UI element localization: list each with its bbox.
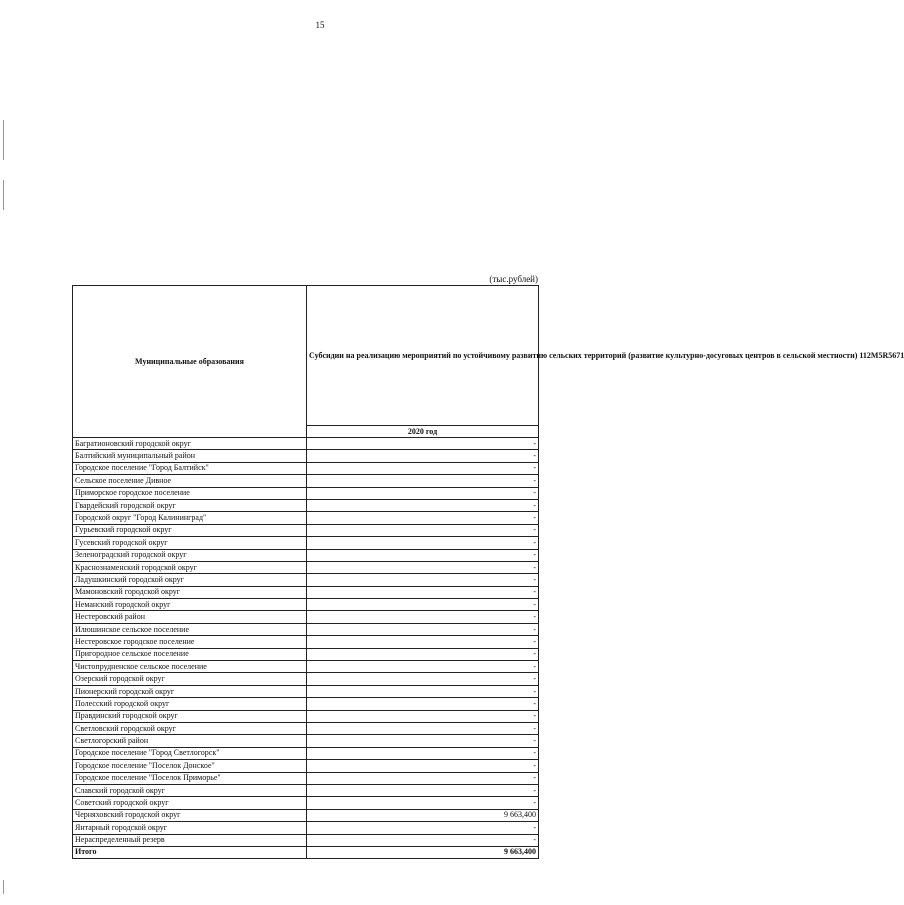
municipality-name: Зеленоградский городской округ [73,549,307,561]
subsidy-value: - [307,450,539,462]
subsidy-value: - [307,487,539,499]
municipality-name: Светловский городской округ [73,722,307,734]
table-row [73,599,539,611]
municipality-name: Городской округ "Город Калининград" [73,512,307,524]
municipality-name: Пионерский городской округ [73,685,307,697]
table-row [73,698,539,710]
table-row [73,747,539,759]
subsidy-value: - [307,524,539,536]
municipality-name: Городское поселение "Поселок Приморье" [73,772,307,784]
subsidy-value: - [307,760,539,772]
scan-edge-mark [3,120,4,160]
table-row [73,710,539,722]
municipality-name: Краснознаменский городской округ [73,561,307,573]
table-row [73,673,539,685]
subsidy-value: - [307,561,539,573]
municipality-name: Нестеровский район [73,611,307,623]
table-row [73,537,539,549]
subsidy-value: - [307,673,539,685]
table-row [73,611,539,623]
subsidy-value: - [307,661,539,673]
subsidy-value: - [307,722,539,734]
table-row [73,574,539,586]
municipality-name: Илюшинское сельское поселение [73,623,307,635]
municipality-name: Озерский городской округ [73,673,307,685]
table-row [73,648,539,660]
municipality-name: Городское поселение "Город Светлогорск" [73,747,307,759]
subsidy-value: 9 663,400 [307,809,539,821]
municipality-name: Гвардейский городской округ [73,499,307,511]
table-row [73,797,539,809]
subsidy-value: - [307,438,539,450]
municipality-name: Нестеровское городское поселение [73,636,307,648]
table-row [73,549,539,561]
total-row [73,846,539,858]
table-row [73,499,539,511]
subsidy-value: - [307,475,539,487]
municipality-name: Мамоновский городской округ [73,586,307,598]
subsidy-value: - [307,710,539,722]
subsidy-value: - [307,772,539,784]
subsidy-value: - [307,574,539,586]
municipality-name: Неманский городской округ [73,599,307,611]
municipality-name: Ладушкинский городской округ [73,574,307,586]
municipality-name: Городское поселение "Поселок Донское" [73,760,307,772]
subsidy-value: - [307,499,539,511]
subsidy-value: - [307,834,539,846]
table-row [73,462,539,474]
table-row [73,722,539,734]
municipality-name: Советский городской округ [73,797,307,809]
municipality-name: Пригородное сельское поселение [73,648,307,660]
header-subsidy: Субсидии на реализацию мероприятий по устойчивому развитию сельских территорий (развитие культурно-досуговых центров в сельской местности) 112M5R5671 [307,286,539,426]
subsidy-value: - [307,623,539,635]
subsidy-value: - [307,735,539,747]
subsidy-value: - [307,586,539,598]
subsidy-table [72,285,904,859]
table-row [73,636,539,648]
scan-edge-mark [3,880,4,894]
municipality-name: Гурьевский городской округ [73,524,307,536]
table-row [73,834,539,846]
table-row [73,487,539,499]
municipality-name: Правдинский городской округ [73,710,307,722]
subsidy-value: - [307,611,539,623]
subsidy-value: - [307,462,539,474]
table-row [73,561,539,573]
header-municipality: Муниципальные образования [73,286,307,438]
municipality-name: Нераспределенный резерв [73,834,307,846]
municipality-name: Чистопрудненское сельское поселение [73,661,307,673]
subsidy-value: - [307,537,539,549]
subsidy-value: - [307,599,539,611]
municipality-name: Светлогорский район [73,735,307,747]
total-value: 9 663,400 [307,846,539,858]
subsidy-value: - [307,685,539,697]
subsidy-value: - [307,784,539,796]
table-row [73,809,539,821]
units-note: (тыс.рублей) [489,274,538,284]
subsidy-value: - [307,549,539,561]
table-row [73,623,539,635]
subsidy-value: - [307,797,539,809]
municipality-name: Гусевский городской округ [73,537,307,549]
table-row [73,512,539,524]
municipality-name: Черняховский городской округ [73,809,307,821]
subsidy-value: - [307,512,539,524]
subsidy-value: - [307,636,539,648]
subsidy-value: - [307,747,539,759]
municipality-name: Янтарный городской округ [73,822,307,834]
subsidy-value: - [307,822,539,834]
municipality-name: Славский городской округ [73,784,307,796]
municipality-name: Полесский городской округ [73,698,307,710]
municipality-name: Сельское поселение Дивное [73,475,307,487]
municipality-name: Приморское городское поселение [73,487,307,499]
municipality-name: Багратионовский городской округ [73,438,307,450]
municipality-name: Балтийский муниципальный район [73,450,307,462]
table-row [73,784,539,796]
header-year: 2020 год [307,426,539,438]
table-row [73,438,539,450]
table-row [73,685,539,697]
page-number: 15 [315,20,325,30]
scan-edge-mark [3,180,4,210]
table-row [73,760,539,772]
table-row [73,586,539,598]
municipality-name: Городское поселение "Город Балтийск" [73,462,307,474]
table-row [73,735,539,747]
table-row [73,450,539,462]
table-row [73,661,539,673]
table-row [73,772,539,784]
subsidy-value: - [307,698,539,710]
table-row [73,524,539,536]
total-label: Итого [73,846,307,858]
table-row [73,822,539,834]
table-row [73,475,539,487]
subsidy-value: - [307,648,539,660]
